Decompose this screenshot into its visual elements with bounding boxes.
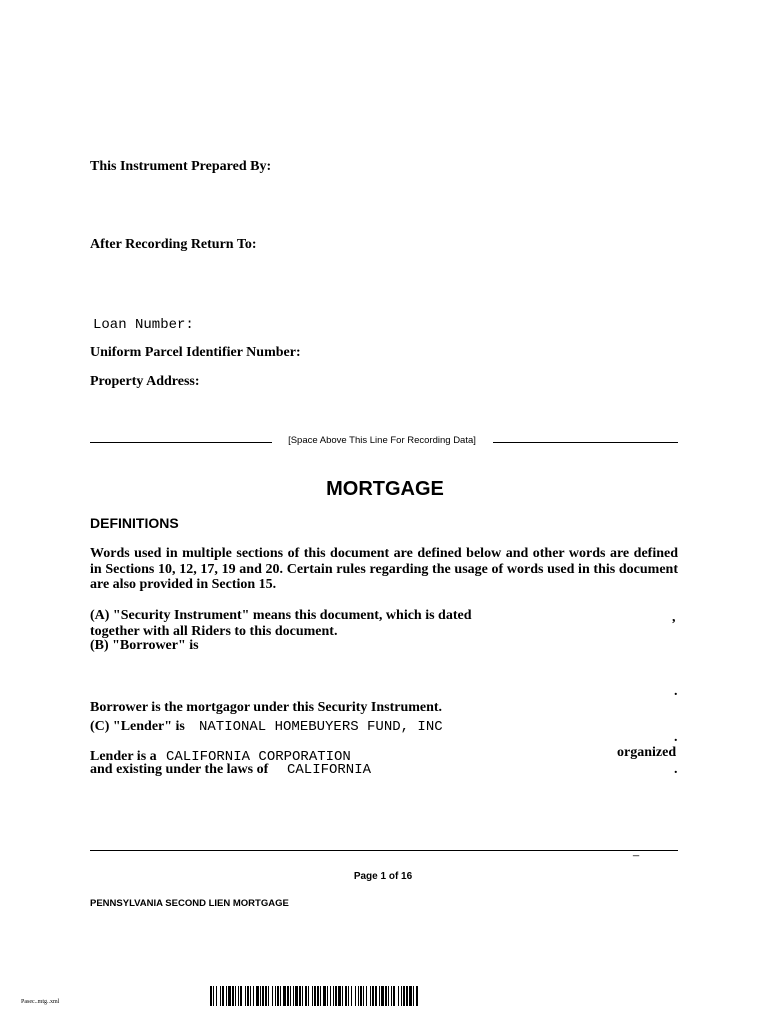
prepared-by-label: This Instrument Prepared By:	[90, 159, 272, 174]
recording-rule-right	[493, 442, 678, 443]
section-a-comma: ,	[672, 610, 676, 625]
lender-is-a-label: Lender is a	[90, 749, 157, 764]
form-title: PENNSYLVANIA SECOND LIEN MORTGAGE	[90, 898, 289, 909]
document-title: MORTGAGE	[326, 478, 444, 500]
footer-dash: _	[633, 845, 640, 857]
section-a-line2: together with all Riders to this document.	[90, 624, 338, 639]
borrower-period: .	[674, 684, 678, 699]
definitions-heading: DEFINITIONS	[90, 515, 179, 531]
section-b: (B) "Borrower" is	[90, 638, 199, 653]
definitions-intro: Words used in multiple sections of this document are defined below and other words are defined in Sections 10, 12, 17, 19 and 20. Certain rules regarding the usage of words used in this document are also provided in Section 15.	[90, 546, 678, 592]
parcel-id-label: Uniform Parcel Identifier Number:	[90, 345, 301, 360]
loan-number-label: Loan Number:	[93, 317, 194, 333]
lender-period: .	[674, 730, 678, 745]
section-a-line1: (A) "Security Instrument" means this document, which is dated	[90, 608, 472, 623]
borrower-statement: Borrower is the mortgagor under this Security Instrument.	[90, 700, 443, 715]
file-code: Pasec..mtg..xml	[21, 999, 60, 1005]
lender-type: CALIFORNIA CORPORATION	[166, 749, 351, 765]
recording-space-label: [Space Above This Line For Recording Data]	[288, 435, 476, 446]
lender-name: NATIONAL HOMEBUYERS FUND, INC	[199, 719, 443, 735]
return-to-label: After Recording Return To:	[90, 237, 257, 252]
section-c-label: (C) "Lender" is	[90, 719, 185, 734]
organized-label: organized	[617, 745, 677, 760]
existing-under-label: and existing under the laws of	[90, 762, 269, 777]
recording-rule-left	[90, 442, 272, 443]
page-number: Page 1 of 16	[353, 871, 413, 882]
property-address-label: Property Address:	[90, 374, 200, 389]
footer-rule	[90, 850, 678, 851]
lender-state: CALIFORNIA	[287, 762, 372, 778]
state-period: .	[674, 762, 678, 777]
barcode-image	[210, 986, 558, 1006]
